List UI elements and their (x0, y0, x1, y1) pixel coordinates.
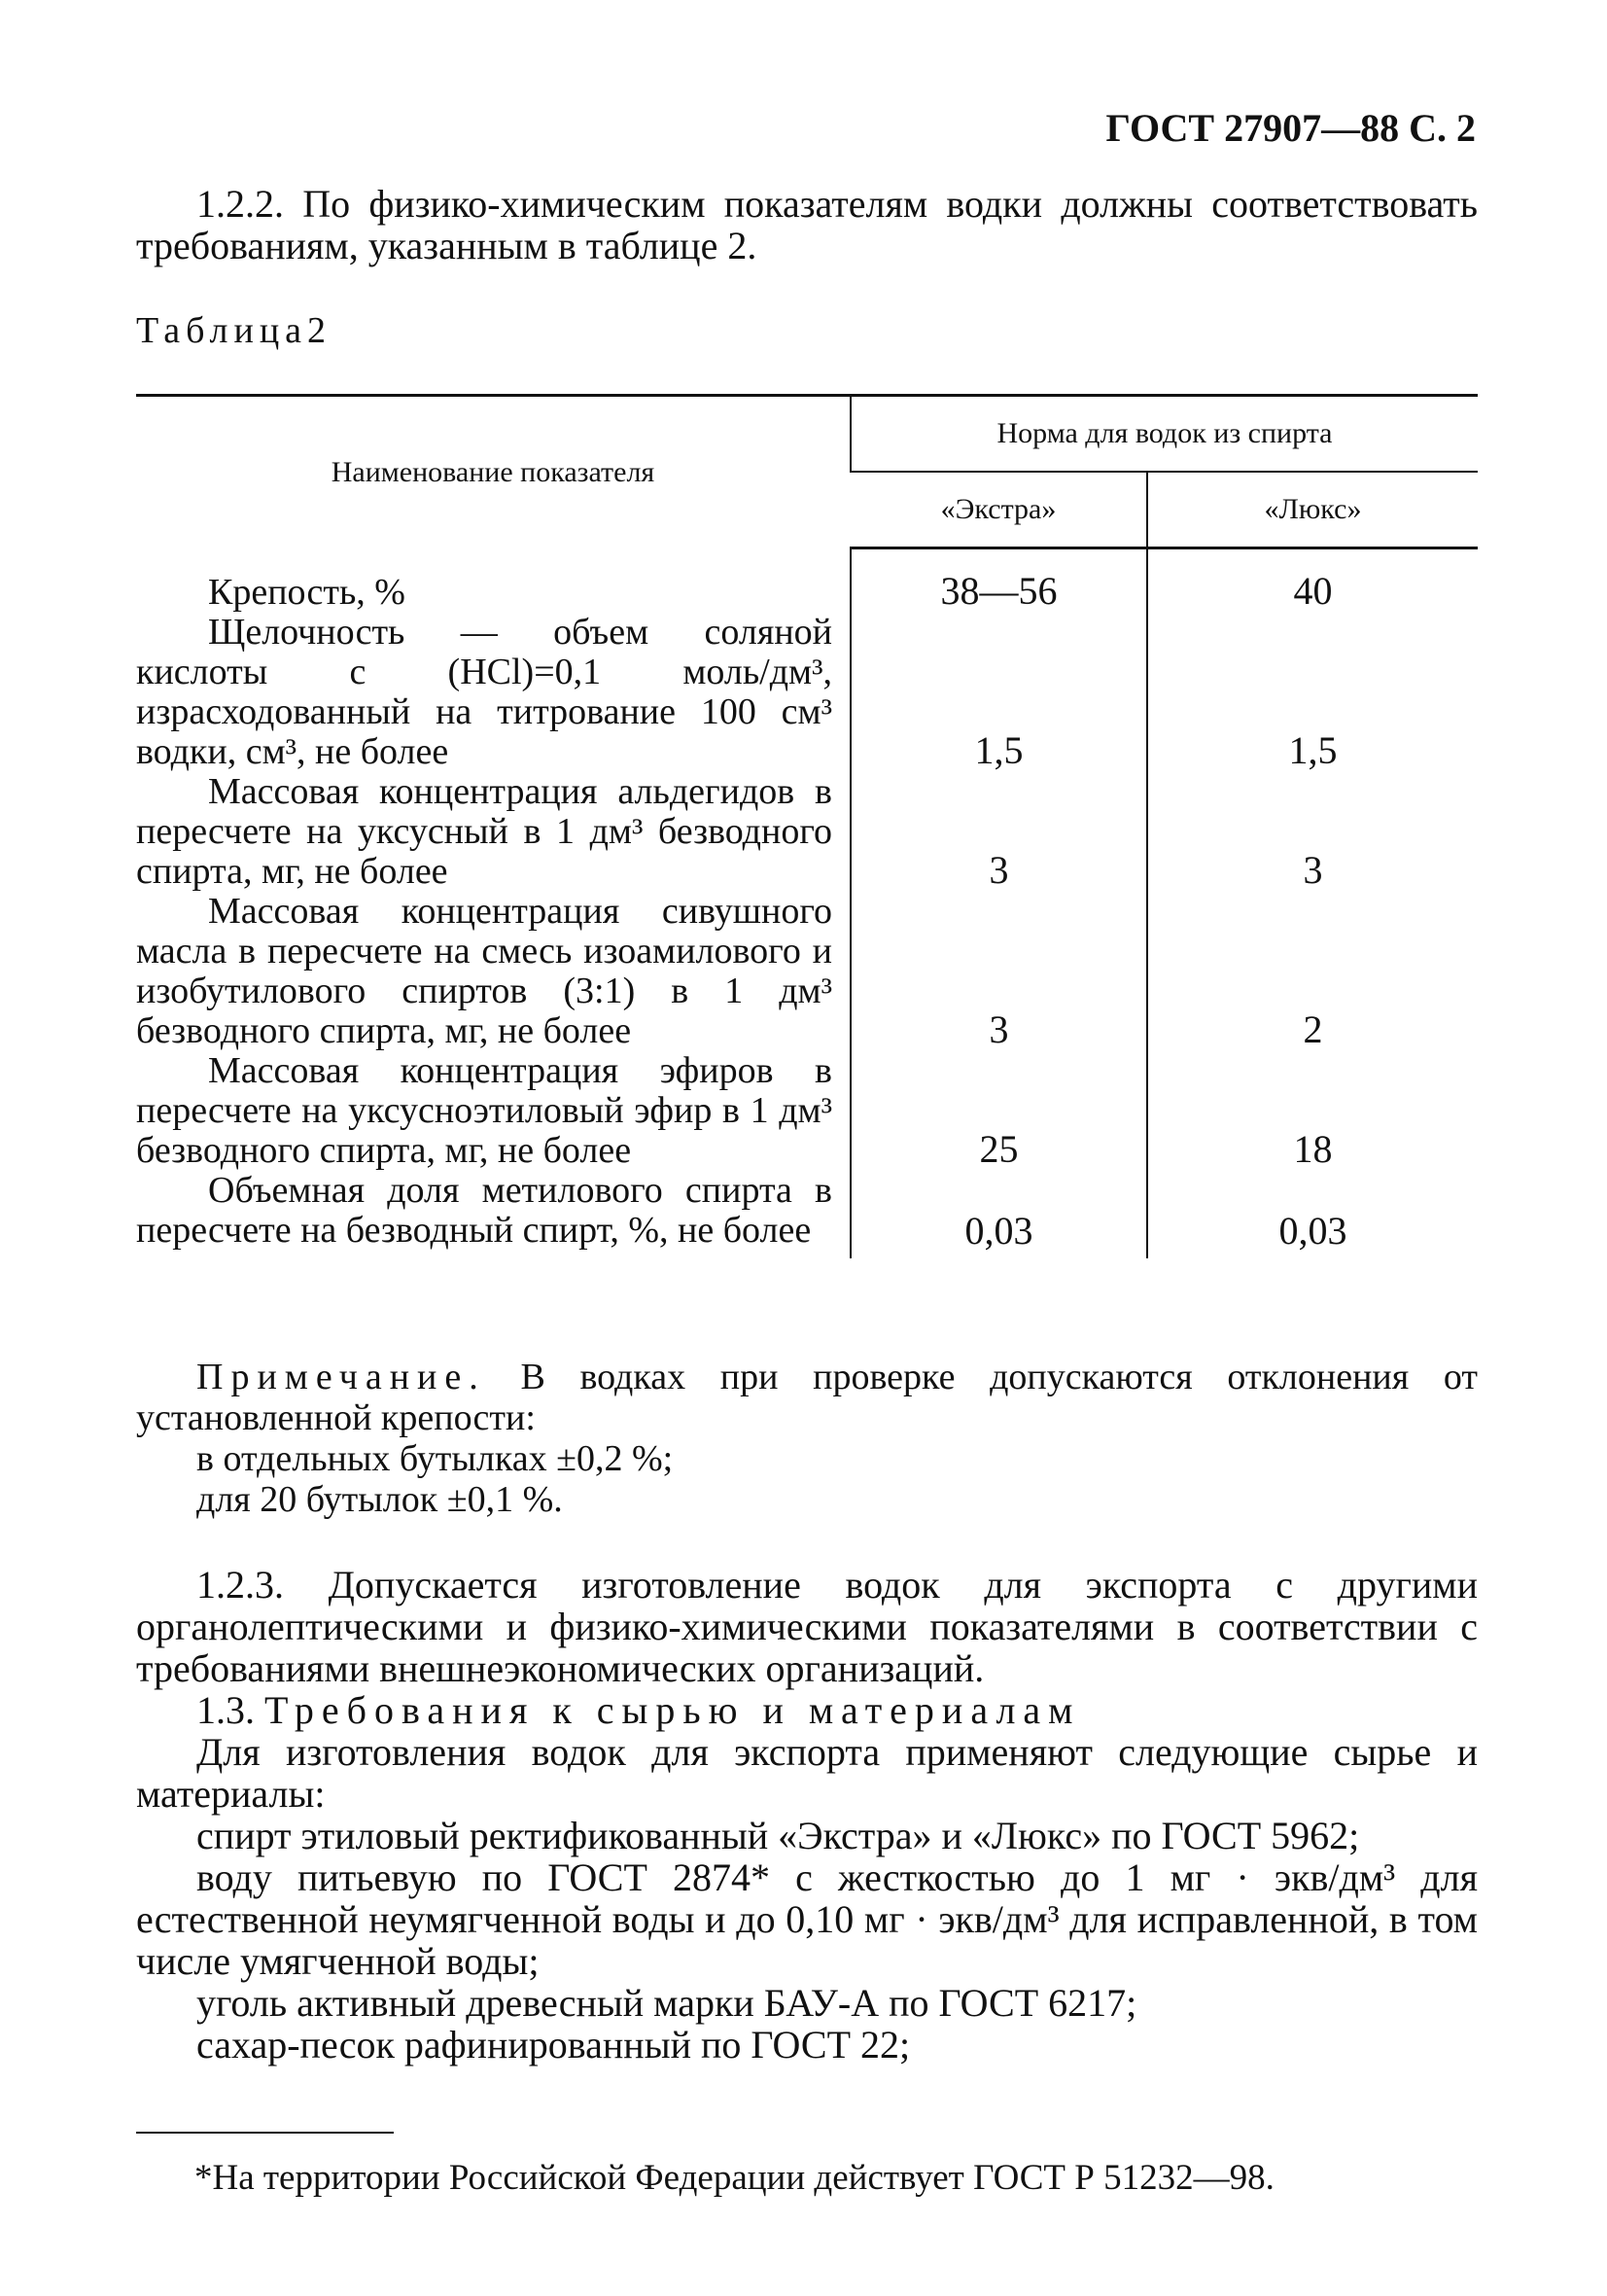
row-name: Щелочность — объем соляной кислоты c (HCl)=0,1 моль/дм³, израсходованный на титрование 100 см³ водки, см³, не более (136, 612, 832, 772)
note-label: Примечание. (196, 1357, 486, 1397)
row-name: Объемная доля метилового спирта в пересчете на безводный спирт, %, не более (136, 1170, 832, 1251)
note-item-1: в отдельных бутылках ±0,2 %; (196, 1438, 674, 1479)
paragraph-text: 1.2.2. По физико-химическим показателям водки должны соответствовать требованиям, указанным в таблице 2. (136, 182, 1478, 267)
row-name: Крепость, % (208, 572, 405, 613)
row-value-extra: 3 (851, 892, 1147, 1051)
note-text: В водках при проверке допускаются отклонения от установленной крепости: (136, 1357, 1479, 1438)
table-row (136, 892, 1478, 1051)
row-value-lux: 3 (1147, 772, 1478, 892)
row-value-extra: 38—56 (851, 548, 1147, 614)
paragraph-text: 1.2.3. Допускается изготовление водок для экспорта с другими органолептическими и физико-химическими показателями в соответствии с требованиями внешнеэкономических организаций. (136, 1563, 1478, 1690)
page-header: ГОСТ 27907—88 С. 2 (1105, 106, 1476, 150)
section-number: 1.3. (196, 1688, 255, 1732)
paragraph-1-2-3 (136, 1564, 1478, 2066)
row-value-lux: 1,5 (1147, 613, 1478, 772)
raw-material-item: спирт этиловый ректификованный «Экстра» и «Люкс» по ГОСТ 5962; (196, 1814, 1360, 1857)
table-row (136, 1051, 1478, 1171)
header-lux: «Люкс» (1147, 472, 1478, 548)
section-title: Требования к сырью и материалам (264, 1688, 1081, 1732)
raw-materials-intro: Для изготовления водок для экспорта применяют следующие сырье и материалы: (136, 1730, 1478, 1816)
table-row (136, 613, 1478, 772)
section-1-3-heading (136, 1689, 1478, 1731)
paragraph-1-2-2 (136, 183, 1478, 266)
table-row (136, 1171, 1478, 1258)
row-value-extra: 25 (851, 1051, 1147, 1171)
raw-material-item: воду питьевую по ГОСТ 2874* с жесткостью до 1 мг · экв/дм³ для естественной неумягченной воды и до 0,10 мг · экв/дм³ для исправленной, в том числе умягченной воды; (136, 1855, 1478, 1983)
row-value-extra: 3 (851, 772, 1147, 892)
row-name: Массовая концентрация эфиров в пересчете на уксусноэтиловый эфир в 1 дм³ безводного спирта, мг, не более (136, 1050, 832, 1171)
table-row (136, 548, 1478, 614)
row-value-lux: 2 (1147, 892, 1478, 1051)
row-value-extra: 1,5 (851, 613, 1147, 772)
note-item-2: для 20 бутылок ±0,1 %. (196, 1479, 563, 1520)
row-value-lux: 18 (1147, 1051, 1478, 1171)
row-name: Массовая концентрация альдегидов в пересчете на уксусный в 1 дм³ безводного спирта, мг, не более (136, 771, 832, 892)
row-value-lux: 0,03 (1147, 1171, 1478, 1258)
header-indicator-name: Наименование показателя (136, 396, 851, 548)
raw-material-item: сахар-песок рафинированный по ГОСТ 22; (196, 2023, 911, 2066)
row-name: Массовая концентрация сивушного масла в пересчете на смесь изоамилового и изобутилового спиртов (3:1) в 1 дм³ безводного спирта, мг, не более (136, 891, 832, 1051)
header-norm-group: Норма для водок из спирта (851, 396, 1478, 473)
table-2 (136, 394, 1478, 1258)
row-value-extra: 0,03 (851, 1171, 1147, 1258)
table-note (136, 1357, 1478, 1520)
header-extra: «Экстра» (851, 472, 1147, 548)
raw-material-item: уголь активный древесный марки БАУ-А по ГОСТ 6217; (196, 1981, 1137, 2025)
table-caption: Таблица2 (136, 310, 332, 351)
table-row (136, 772, 1478, 892)
footnote: *На территории Российской Федерации действует ГОСТ Р 51232—98. (194, 2158, 1275, 2198)
footnote-divider (136, 2132, 394, 2134)
row-value-lux: 40 (1147, 548, 1478, 614)
